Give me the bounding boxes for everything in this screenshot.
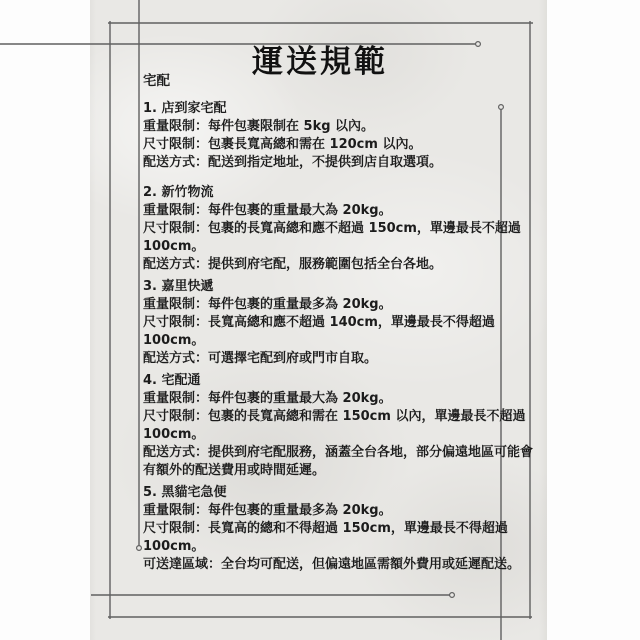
document-subtitle: 宅配 xyxy=(143,73,170,89)
section-heading: 1. 店到家宅配 xyxy=(143,101,227,116)
size-limit-line: 尺寸限制：長寬高總和應不超過 140cm，單邊最長不得超過 xyxy=(143,315,495,330)
delivery-method-line: 配送方式：配送到指定地址，不提供到店自取選項。 xyxy=(143,155,443,170)
size-limit-wrap-line: 100cm。 xyxy=(143,427,205,442)
sketch-left-endpoint-dot xyxy=(137,546,142,551)
weight-limit-line: 重量限制：每件包裹的重量最大為 20kg。 xyxy=(143,203,392,218)
shipping-section-kerry-express xyxy=(143,278,538,368)
size-limit-wrap-line: 100cm。 xyxy=(143,239,205,254)
size-limit-line: 尺寸限制：包裹的長寬高總和應不超過 150cm，單邊最長不超過 xyxy=(143,221,521,236)
weight-limit-line: 重量限制：每件包裹限制在 5kg 以內。 xyxy=(143,119,375,134)
document-title: 運送規範 xyxy=(252,44,388,80)
delivery-method-line: 配送方式：提供到府宅配服務，涵蓋全台各地，部分偏遠地區可能會 xyxy=(143,445,534,460)
size-limit-line: 尺寸限制：包裹的長寬高總和需在 150cm 以內，單邊最長不超過 xyxy=(143,409,526,424)
section-heading: 5. 黑貓宅急便 xyxy=(143,485,227,500)
shipping-section-hct-logistics xyxy=(143,184,538,274)
sketch-bottom-endpoint-dot xyxy=(450,593,455,598)
delivery-method-wrap-line: 有額外的配送費用或時間延遲。 xyxy=(143,463,326,478)
weight-limit-line: 重量限制：每件包裹的重量最多為 20kg。 xyxy=(143,503,392,518)
size-limit-wrap-line: 100cm。 xyxy=(143,539,205,554)
delivery-method-line: 配送方式：提供到府宅配，服務範圍包括全台各地。 xyxy=(143,257,443,272)
weight-limit-line: 重量限制：每件包裹的重量最大為 20kg。 xyxy=(143,391,392,406)
shipping-section-black-cat xyxy=(143,484,538,574)
document-body xyxy=(143,100,538,578)
size-limit-wrap-line: 100cm。 xyxy=(143,333,205,348)
weight-limit-line: 重量限制：每件包裹的重量最多為 20kg。 xyxy=(143,297,392,312)
section-heading: 3. 嘉里快遞 xyxy=(143,279,214,294)
size-limit-line: 尺寸限制：包裹長寬高總和需在 120cm 以內。 xyxy=(143,137,422,152)
shipping-section-store-to-home xyxy=(143,100,538,172)
delivery-method-line: 配送方式：可選擇宅配到府或門市自取。 xyxy=(143,351,378,366)
section-heading: 2. 新竹物流 xyxy=(143,185,214,200)
section-heading: 4. 宅配通 xyxy=(143,373,201,388)
shipping-section-pelican xyxy=(143,372,538,480)
size-limit-line: 尺寸限制：長寬高的總和不得超過 150cm，單邊最長不得超過 xyxy=(143,521,508,536)
service-area-line: 可送達區域：全台均可配送，但偏遠地區需額外費用或延遲配送。 xyxy=(143,557,521,572)
